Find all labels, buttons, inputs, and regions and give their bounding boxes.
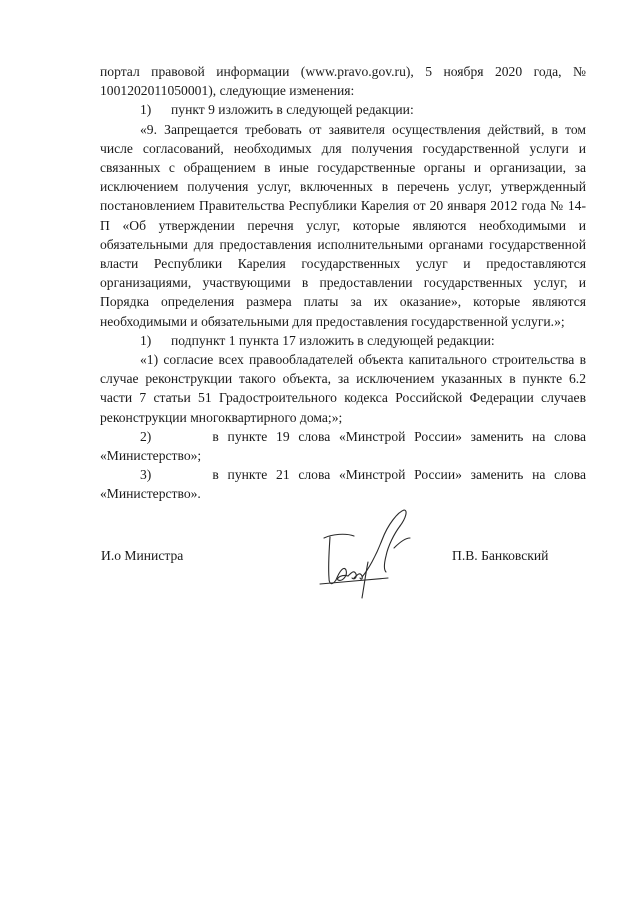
item-number: 3) — [140, 467, 152, 483]
intro-paragraph: портал правовой информации (www.pravo.gov.ru), 5 ноября 2020 года, № 1001202011050001), следующие изменения: — [100, 64, 586, 99]
item-number: 1) — [140, 102, 152, 118]
list-item-2 — [100, 427, 586, 465]
document-body — [100, 62, 586, 504]
quoted-paragraph-9: «9. Запрещается требовать от заявителя осуществления действий, в том числе согласований, необходимых для получения государственной услуги и связанных с обращением в иные государственные органы и организации, за исключением получения услуг, включенных в перечень услуг, утвержденный постановлением Правительства Республики Карелия от 20 января 2012 года № 14-П «Об утверждении перечня услуг, которые являются необходимыми и обязательными для предоставления исполнительными органами государственной власти Республики Карелия государственных услуг и предоставляются организациями, участвующими в предоставлении государственных услуг, и Порядка определения размера платы за их оказание», которые являются необходимыми и обязательными для предоставления государственной услуги.»; — [100, 121, 586, 329]
item-text: подпункт 1 пункта 17 изложить в следующей редакции: — [171, 332, 495, 348]
item-text: в пункте 21 слова «Минстрой России» заменить на слова «Министерство». — [100, 467, 586, 502]
handwritten-signature — [302, 500, 432, 610]
item-number: 1) — [140, 332, 152, 348]
list-item-1b — [100, 331, 586, 350]
signatory-name: П.В. Банковский — [452, 548, 549, 563]
quoted-subparagraph-1: «1) согласие всех правообладателей объекта капитального строительства в случае реконструкции такого объекта, за исключением указанных в пункте 6.2 части 7 статьи 51 Градостроительного кодекса Российской Федерации случаев реконструкции многоквартирного дома;»; — [100, 352, 586, 425]
item-number: 2) — [140, 428, 152, 444]
list-item-3 — [100, 465, 586, 503]
item-text: пункт 9 изложить в следующей редакции: — [171, 102, 414, 118]
signatory-role: И.о Министра — [101, 548, 184, 563]
list-item-1 — [100, 100, 586, 119]
item-text: в пункте 19 слова «Минстрой России» заменить на слова «Министерство»; — [100, 428, 586, 464]
